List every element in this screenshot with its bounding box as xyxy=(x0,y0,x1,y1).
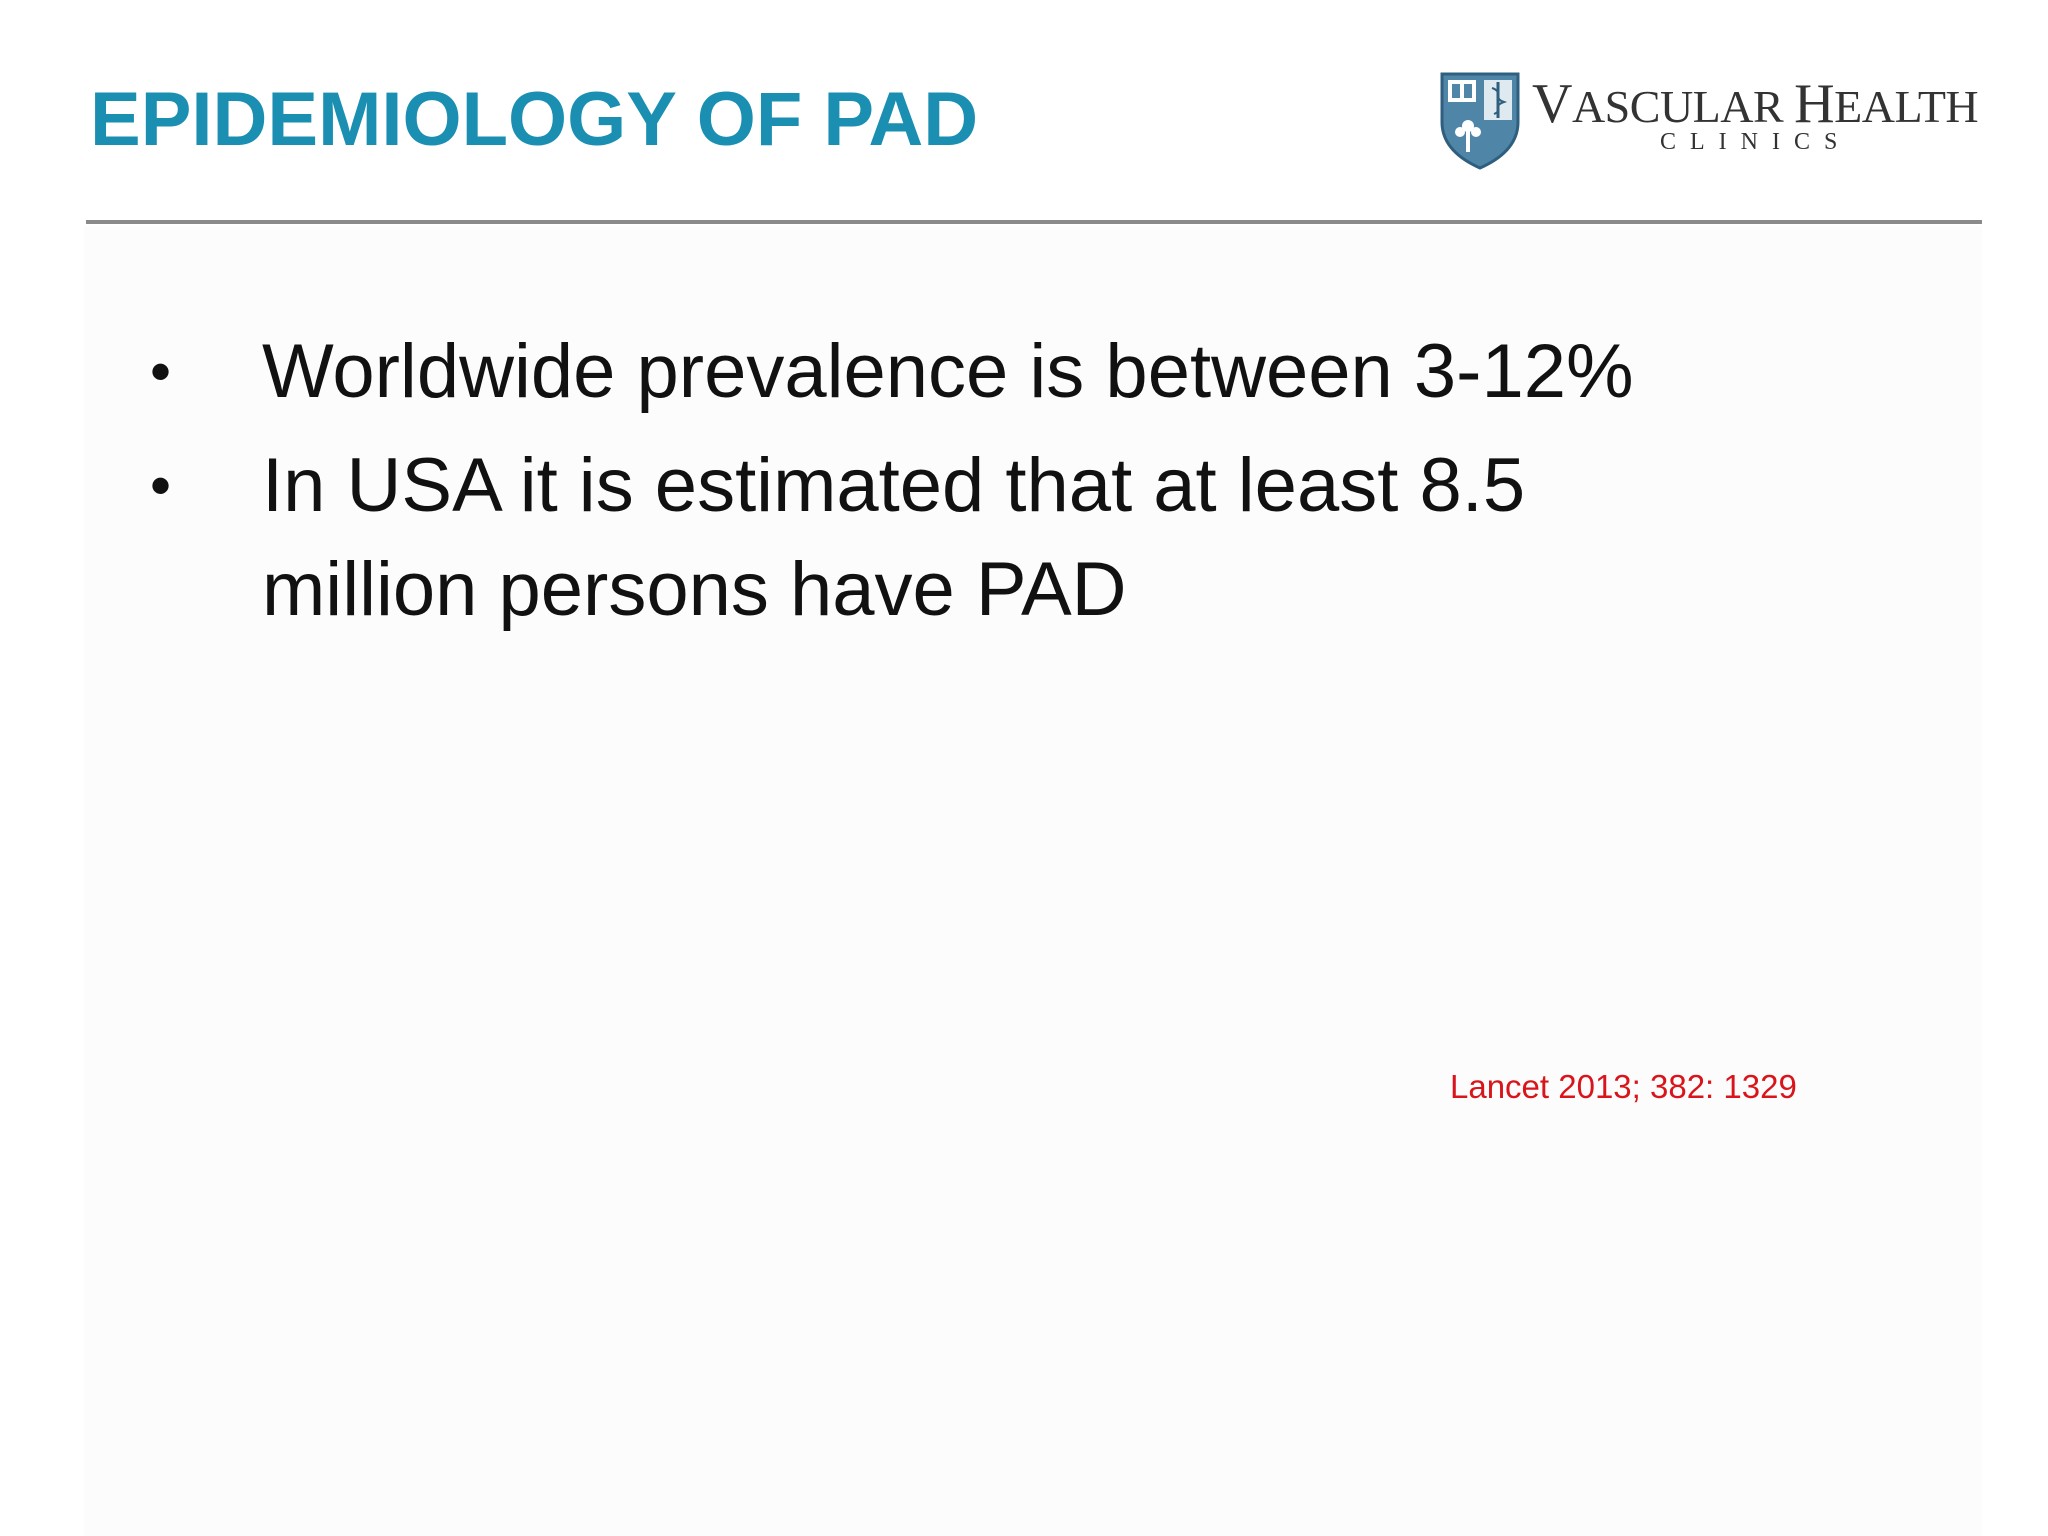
bullet-text: In USA it is estimated that at least 8.5 million persons have PAD xyxy=(262,443,1526,632)
shield-crest-icon xyxy=(1438,70,1522,170)
bullet-marker: • xyxy=(150,452,172,519)
logo-word-1-rest: ASCULAR xyxy=(1571,81,1795,132)
bullet-text: Worldwide prevalence is between 3-12% xyxy=(262,329,1634,414)
logo-initial-v: V xyxy=(1532,73,1572,135)
bullet-item xyxy=(150,320,1750,424)
logo-initial-h: H xyxy=(1794,73,1835,135)
vascular-health-logo xyxy=(1438,70,1978,170)
title-divider xyxy=(86,220,1982,224)
logo-subtitle: CLINICS xyxy=(1660,129,1852,155)
bullet-item xyxy=(150,434,1750,642)
logo-word-2-rest: EALTH xyxy=(1834,81,1979,132)
bullet-list xyxy=(150,320,1750,652)
citation: Lancet 2013; 382: 1329 xyxy=(1450,1068,1797,1105)
slide-title: EPIDEMIOLOGY OF PAD xyxy=(90,77,979,162)
logo-brand-text xyxy=(1532,73,1979,135)
bullet-marker: • xyxy=(150,338,172,405)
